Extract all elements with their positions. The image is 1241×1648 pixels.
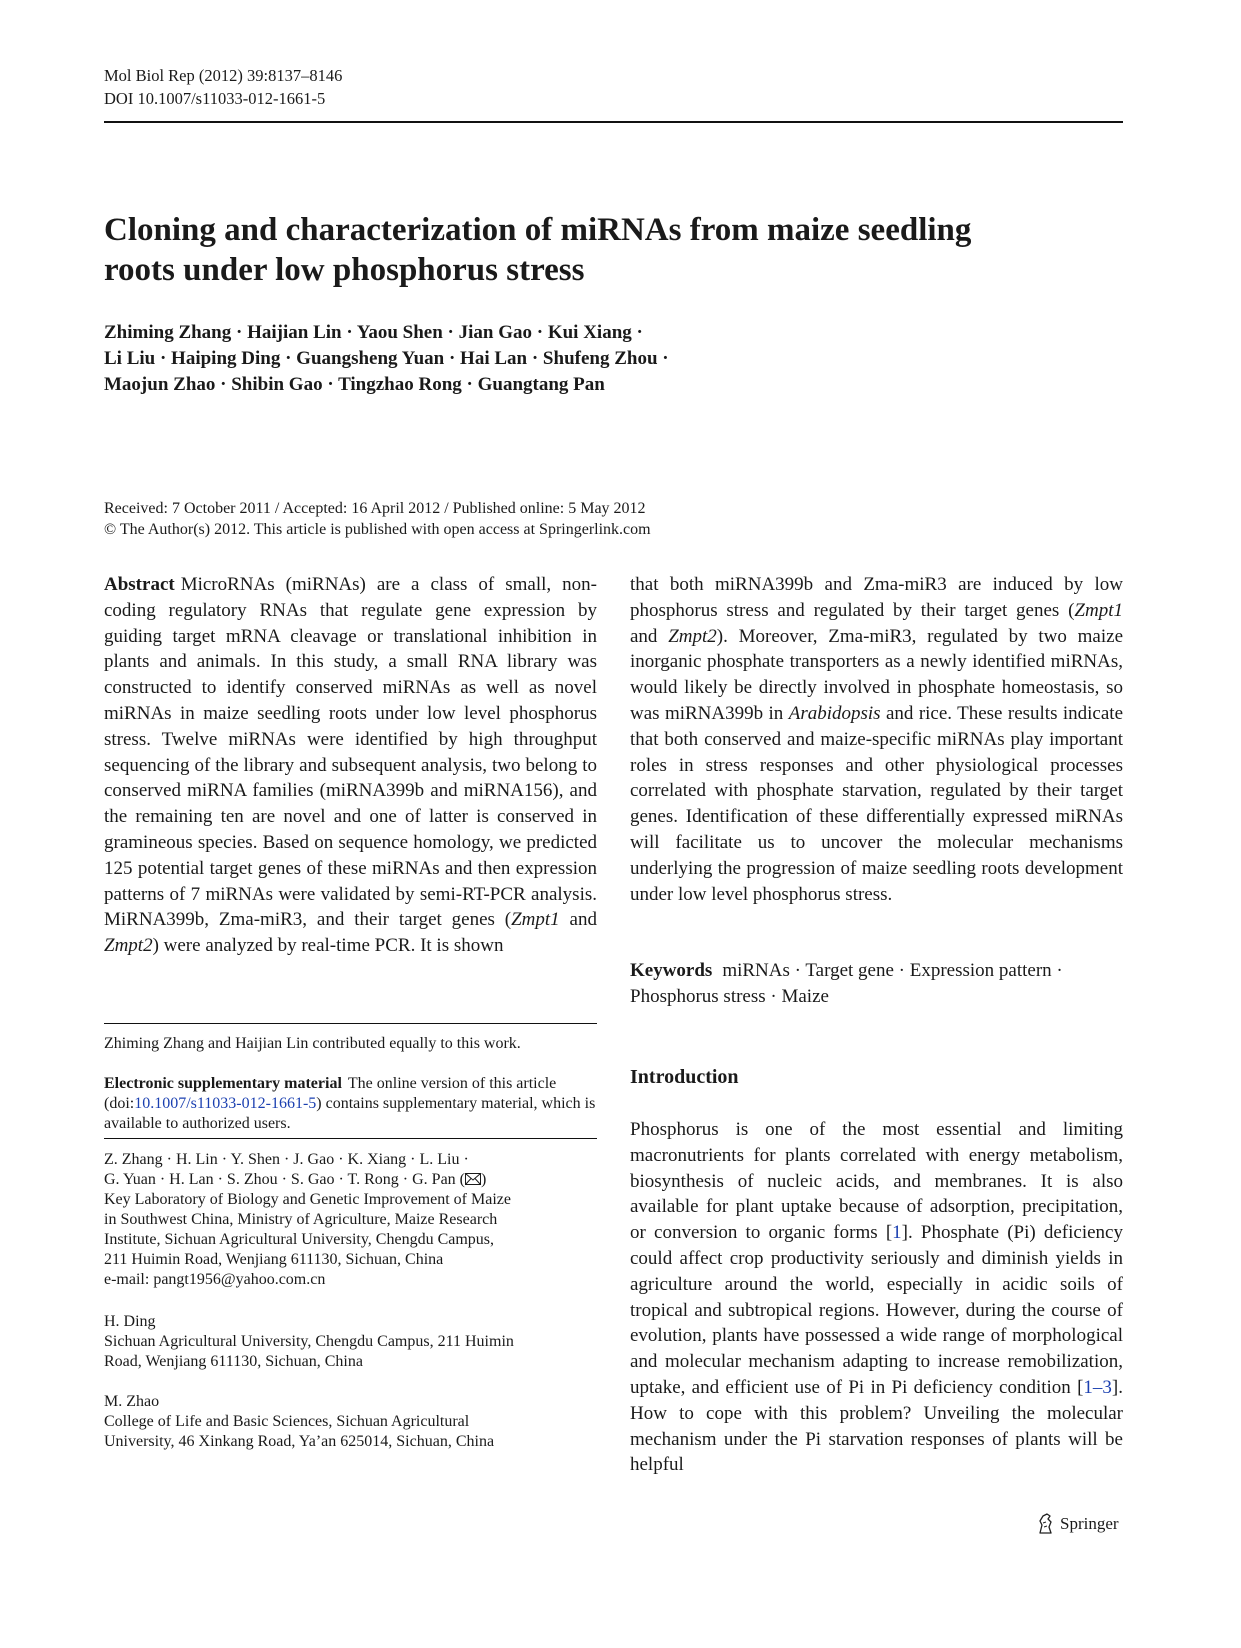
aff1-addr-2: in Southwest China, Ministry of Agriculture, Maize Research [104, 1211, 498, 1228]
abstract-right-text-2: ). Moreover, Zma-miR3, regulated by two maize inorganic phosphate transporters as a newly identified miRNAs, would likely be directly involved in phosphate homeostasis, so was miRNA399b in [630, 625, 1123, 724]
affiliation-2 [104, 1312, 597, 1372]
abstract-right-text: that both miRNA399b and Zma-miR3 are induced by low phosphorus stress and regulated by their target genes ( [630, 574, 1123, 621]
date-history: Received: 7 October 2011 / Accepted: 16 April 2012 / Published online: 5 May 2012 [104, 500, 646, 517]
publication-dates [104, 498, 804, 540]
abstract-left [104, 572, 597, 959]
aff1-addr-4: 211 Huimin Road, Wenjiang 611130, Sichuan, China [104, 1251, 444, 1268]
ref-link-1-3[interactable]: 1–3 [1083, 1376, 1112, 1398]
gene-zmpt1-right: Zmpt1 [1074, 599, 1123, 621]
ref-link-1[interactable]: 1 [892, 1222, 902, 1244]
copyright-line: © The Author(s) 2012. This article is published with open access at Springerlink.com [104, 521, 651, 538]
author-line-3: Maojun Zhao · Shibin Gao · Tingzhao Rong · Guangtang Pan [104, 374, 605, 395]
keywords-label: Keywords [630, 960, 713, 981]
aff1-names-text: G. Yuan · H. Lan · S. Zhou · S. Gao · T. Rong · G. Pan ( [104, 1171, 465, 1188]
doi-line: DOI 10.1007/s11033-012-1661-5 [104, 89, 326, 108]
intro-text-3: ]. How to cope with this problem? Unveiling the molecular mechanism under the Pi starvation responses of plants will be helpful [630, 1376, 1123, 1476]
abstract-text-cont: ) were analyzed by real-time PCR. It is shown [152, 935, 504, 957]
author-line-1: Zhiming Zhang · Haijian Lin · Yaou Shen · Jian Gao · Kui Xiang · [104, 322, 643, 343]
esm-text: The online version of this article (doi: [104, 1075, 557, 1112]
intro-text-2: ]. Phosphate (Pi) deficiency could affect crop productivity seriously and diminish yields in agriculture around the world, especially in acidic soils of tropical and subtropical regions. However, during the course of evolution, plants have possessed a wide range of morphological and molecular mechanism adapting to increase remobilization, uptake, and efficient use of Pi in Pi deficiency condition [ [630, 1222, 1123, 1398]
journal-header [104, 64, 342, 110]
aff1-email: e-mail: pangt1956@yahoo.com.cn [104, 1271, 326, 1288]
aff3-addr-1: College of Life and Basic Sciences, Sichuan Agricultural [104, 1413, 470, 1430]
aff1-names-close: ) [481, 1171, 487, 1188]
abstract-right-text-3: and rice. These results indicate that both conserved and maize-specific miRNAs play important roles in stress responses and other physiological processes correlated with phosphate starvation, regulated by their target genes. Identification of these differentially expressed miRNAs will facilitate us to uncover the molecular mechanisms underlying the progression of maize seedling roots development under low level phosphorus stress. [630, 702, 1124, 905]
journal-citation: Mol Biol Rep (2012) 39:8137–8146 [104, 66, 343, 85]
author-list [104, 320, 824, 398]
abstract-right [630, 572, 1123, 907]
keywords [630, 958, 1123, 1010]
keywords-line-2: Phosphorus stress · Maize [630, 985, 829, 1007]
affiliation-3 [104, 1392, 597, 1452]
aff3-addr-2: University, 46 Xinkang Road, Ya’an 625014, Sichuan, China [104, 1433, 495, 1450]
abstract-label: Abstract [104, 574, 175, 595]
aff1-names-1: Z. Zhang · H. Lin · Y. Shen · J. Gao · K. Xiang · L. Liu · [104, 1151, 469, 1168]
aff3-name: M. Zhao [104, 1393, 160, 1410]
esm-label: Electronic supplementary material [104, 1075, 342, 1092]
springer-horse-icon [1036, 1513, 1056, 1535]
gene-zmpt2-right: Zmpt2 [668, 625, 717, 647]
abstract-text: MicroRNAs (miRNAs) are a class of small, non-coding regulatory RNAs that regulate gene expression by guiding target mRNA cleavage or translational inhibition in plants and animals. In this study, a small RNA library was constructed to identify conserved miRNAs as well as novel miRNAs in maize seedling roots under low level phosphorus stress. Twelve miRNAs were identified by high throughput sequencing of the library and subsequent analysis, two belong to conserved miRNA families (miRNA399b and miRNA156), and the remaining ten are novel and one of latter is conserved in gramineous species. Based on sequence homology, we predicted 125 potential target genes of these miRNAs and then expression patterns of 7 miRNAs were validated by semi-RT-PCR analysis. MiRNA399b, Zma-miR3, and their target genes ( [104, 574, 597, 931]
publisher-name: Springer [1060, 1514, 1119, 1533]
aff1-addr-1: Key Laboratory of Biology and Genetic Improvement of Maize [104, 1191, 511, 1208]
affiliation-1 [104, 1150, 597, 1290]
author-line-2: Li Liu · Haiping Ding · Guangsheng Yuan · Hai Lan · Shufeng Zhou · [104, 348, 669, 369]
equal-contribution-note: Zhiming Zhang and Haijian Lin contributed equally to this work. [104, 1035, 521, 1052]
esm-note [104, 1074, 597, 1134]
envelope-icon [465, 1173, 481, 1185]
aff2-addr-1: Sichuan Agricultural University, Chengdu Campus, 211 Huimin [104, 1333, 514, 1350]
aff1-addr-3: Institute, Sichuan Agricultural University, Chengdu Campus, [104, 1231, 495, 1248]
introduction-body [630, 1117, 1123, 1478]
aff2-name: H. Ding [104, 1313, 156, 1330]
abstract-and: and [559, 909, 597, 931]
gene-zmpt2: Zmpt2 [104, 935, 153, 957]
introduction-heading: Introduction [630, 1066, 739, 1088]
keywords-line-1: miRNAs · Target gene · Expression pattern · [722, 960, 1063, 981]
footnote-rule [104, 1023, 597, 1024]
gene-zmpt1: Zmpt1 [511, 909, 560, 931]
publisher-logo [1036, 1513, 1119, 1535]
intro-text-1: Phosphorus is one of the most essential and limiting macronutrients for plants correlated with energy metabolism, biosynthesis of nucleic acids, and membranes. It is also available for plant uptake because of adsorption, precipitation, or conversion to organic forms [ [630, 1119, 1123, 1244]
aff1-names-2 [104, 1170, 597, 1190]
species-arabidopsis: Arabidopsis [788, 702, 881, 724]
esm-text-cont: ) contains supplementary material, which is available to authorized users. [104, 1095, 596, 1132]
abstract-right-and: and [630, 625, 669, 647]
esm-doi-link[interactable]: 10.1007/s11033-012-1661-5 [134, 1095, 317, 1112]
header-rule [104, 121, 1123, 123]
article-title: Cloning and characterization of miRNAs from maize seedling roots under low phosphorus stress [104, 212, 972, 288]
aff2-addr-2: Road, Wenjiang 611130, Sichuan, China [104, 1353, 363, 1370]
affiliation-rule [104, 1138, 597, 1139]
